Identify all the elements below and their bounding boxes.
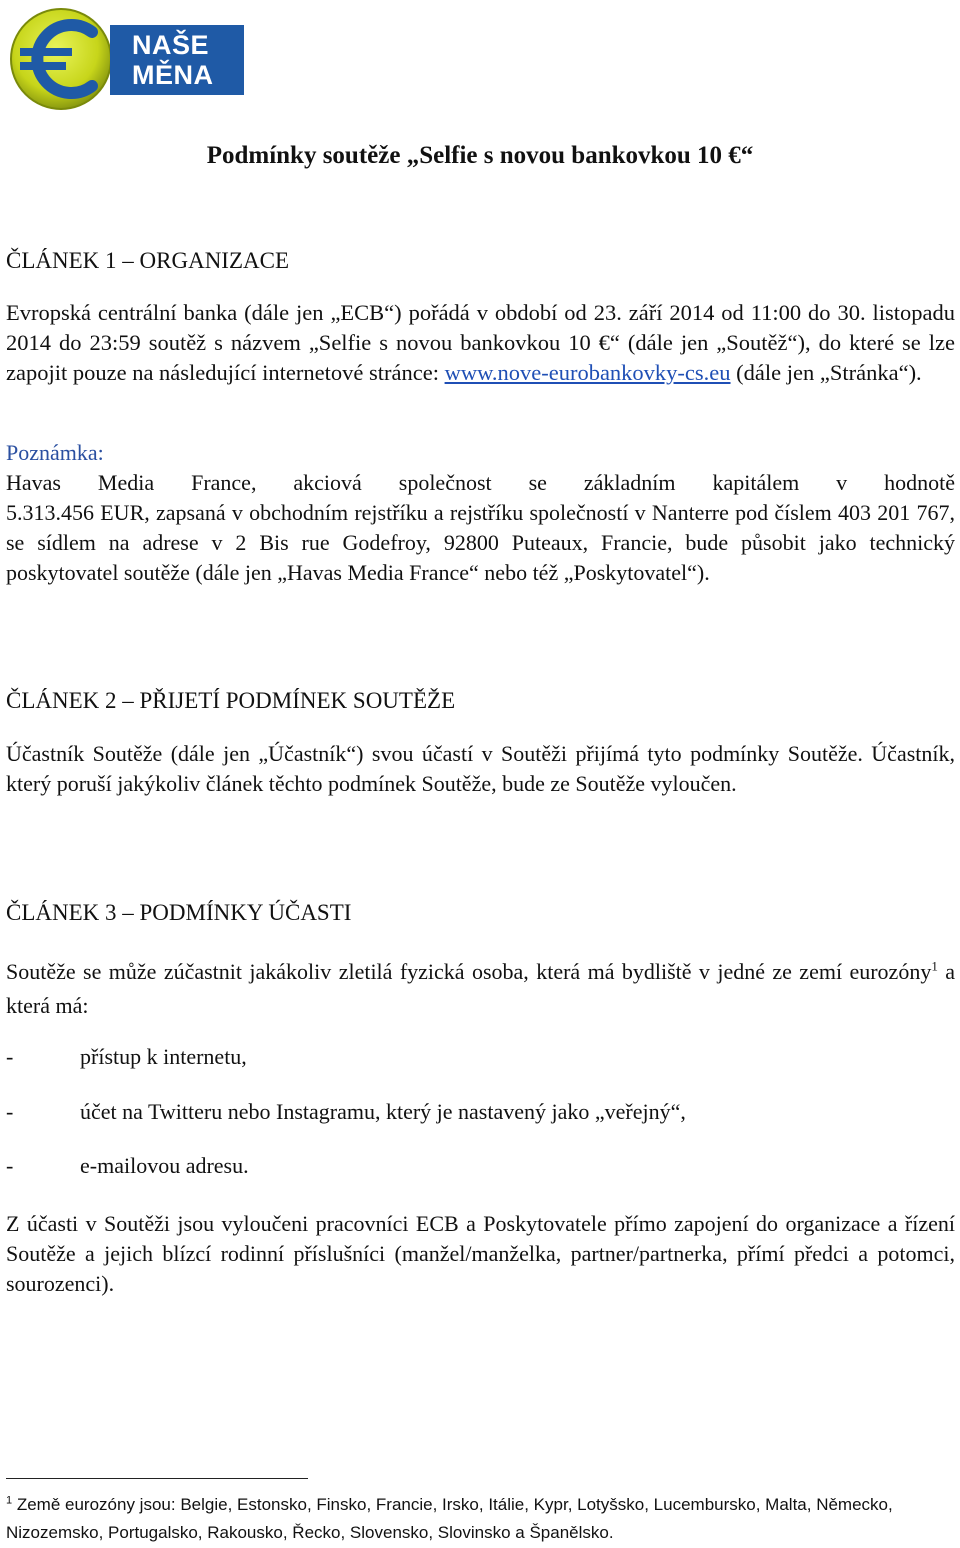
exclusion-paragraph: Z účasti v Soutěži jsou vyloučeni pracovníci ECB a Poskytovatele přímo zapojení do organizace a řízení Soutěže a jejich blízcí rodinní příslušníci (manžel/manželka, partner/partnerka, přímí předci a potomci, sourozenci). xyxy=(6,1211,955,1296)
article-3-heading: ČLÁNEK 3 – PODMÍNKY ÚČASTI xyxy=(6,900,352,925)
note-text: 5.313.456 EUR, zapsaná v obchodním rejstříku a rejstříku společností v Nanterre pod číslem 403 201 767, se sídlem na adrese v 2 Bis rue Godefroy, 92800 Puteaux, Francie, bude působit jako technický poskytovatel soutěže (dále jen „Havas Media France“ nebo též „Poskytovatel“). xyxy=(6,500,955,585)
euro-symbol-logo-icon xyxy=(6,4,126,114)
note-line-1: Havas Media France, akciová společnost se základním kapitálem v hodnotě xyxy=(6,470,955,495)
logo-line-2: MĚNA xyxy=(132,60,214,90)
footnote xyxy=(6,1491,956,1547)
list-item-text: účet na Twitteru nebo Instagramu, který je nastavený jako „veřejný“, xyxy=(80,1099,686,1124)
document-title: Podmínky soutěže „Selfie s novou bankovkou 10 €“ xyxy=(206,142,754,169)
list-dash: - xyxy=(6,1044,14,1069)
article-3-intro xyxy=(6,955,955,1023)
footnote-number: 1 xyxy=(6,1494,13,1507)
article-3-intro-tail: a která má: xyxy=(6,959,955,1018)
list-item xyxy=(6,1099,686,1125)
logo-line-1: NAŠE xyxy=(132,30,210,60)
list-item xyxy=(6,1044,247,1070)
article-2-paragraph: Účastník Soutěže (dále jen „Účastník“) svou účastí v Soutěži přijímá tyto podmínky Soutěže. Účastník, který poruší jakýkoliv článek těchto podmínek Soutěže, bude ze Soutěže vyloučen. xyxy=(6,741,955,796)
article-1-heading: ČLÁNEK 1 – ORGANIZACE xyxy=(6,248,290,273)
note-label: Poznámka: xyxy=(6,440,104,465)
footnote-divider xyxy=(6,1478,308,1479)
footnote-reference[interactable]: 1 xyxy=(931,958,938,974)
article-1-paragraph xyxy=(6,298,955,388)
list-item xyxy=(6,1153,249,1179)
nase-mena-logo xyxy=(6,4,246,114)
list-item-text: e-mailovou adresu. xyxy=(80,1153,249,1178)
article-3-intro-text: Soutěže se může zúčastnit jakákoliv zletilá fyzická osoba, která má bydliště v jedné ze zemí eurozóny xyxy=(6,959,932,984)
article-1-text-start: Evropská centrální banka (dále jen „ECB“) pořádá v období od 23. září 2014 od 11:00 do 30. listopadu 2014 do 23:59 soutěž s názvem „Selfie s novou bankovkou 10 €“ (dále jen „Soutěž“), do které se lze zapojit pouze na následující internetové stránce: xyxy=(6,300,955,385)
organizer-note xyxy=(6,438,955,588)
website-link[interactable]: www.nove-eurobankovky-cs.eu xyxy=(444,360,731,385)
footnote-text: Země eurozóny jsou: Belgie, Estonsko, Finsko, Francie, Irsko, Itálie, Kypr, Lotyšsko, Lucembursko, Malta, Německo, Nizozemsko, Portugalsko, Rakousko, Řecko, Slovensko, Slovinsko a Španělsko. xyxy=(6,1495,893,1542)
article-2-heading: ČLÁNEK 2 – PŘIJETÍ PODMÍNEK SOUTĚŽE xyxy=(6,688,456,713)
article-1-text-end: (dále jen „Stránka“). xyxy=(730,360,922,385)
list-dash: - xyxy=(6,1153,14,1178)
list-item-text: přístup k internetu, xyxy=(80,1044,247,1069)
list-dash: - xyxy=(6,1099,14,1124)
logo-wordmark xyxy=(110,25,244,95)
